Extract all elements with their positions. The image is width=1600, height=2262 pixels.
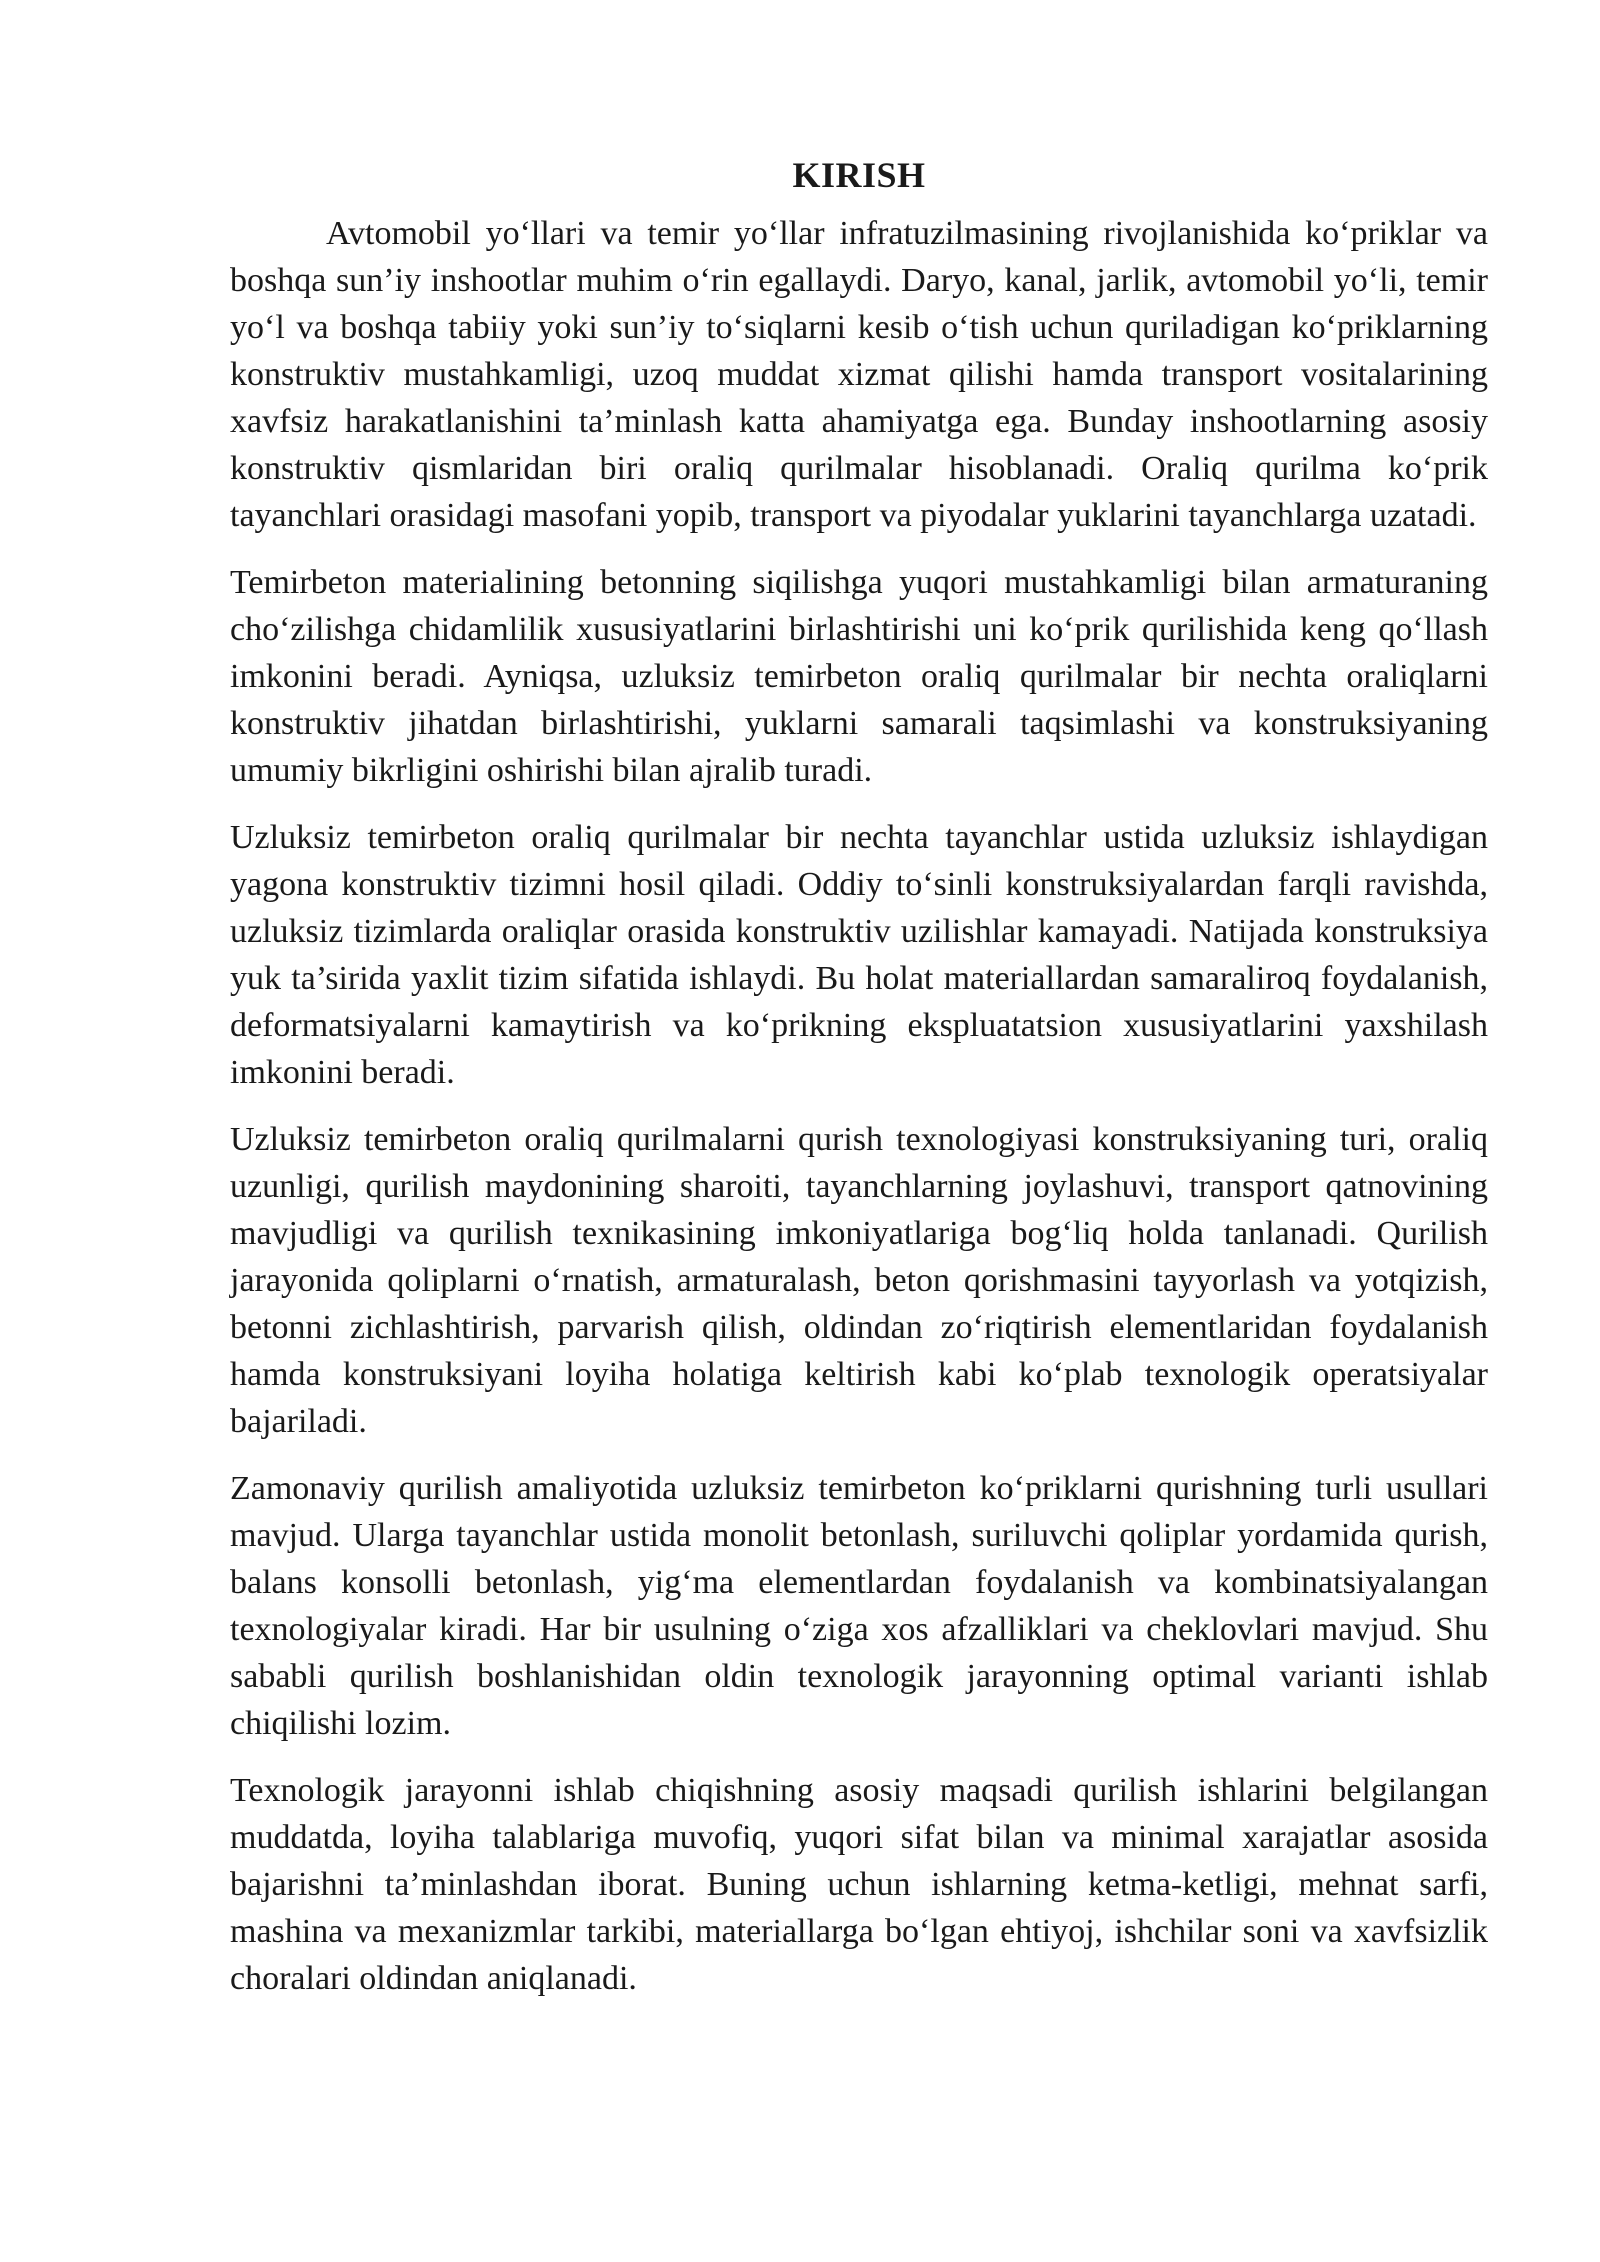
paragraph-process-goal: Texnologik jarayonni ishlab chiqishning asosiy maqsadi qurilish ishlarini belgilangan muddatda, loyiha talablariga muvofiq, yuqori sifat bilan va minimal xarajatlar asosida bajarishni ta’minlashdan iborat. Buning uchun ishlarning ketma-ketligi, mehnat sarfi, mashina va mexanizmlar tarkibi, materiallarga bo‘lgan ehtiyoj, ishchilar soni va xavfsizlik choralari oldindan aniqlanadi. — [230, 1772, 1488, 1997]
paragraph-reinforced-concrete: Temirbeton materialining betonning siqilishga yuqori mustahkamligi bilan armaturaning cho‘zilishga chidamlilik xususiyatlarini birlashtirishi uni ko‘prik qurilishida keng qo‘llash imkonini beradi. Ayniqsa, uzluksiz temirbeton oraliq qurilmalar bir nechta oraliqlarni konstruktiv jihatdan birlashtirishi, yuklarni samarali taqsimlashi va konstruksiyaning umumiy bikrligini oshirishi bilan ajralib turadi. — [230, 564, 1488, 789]
paragraph-construction-technology: Uzluksiz temirbeton oraliq qurilmalarni qurish texnologiyasi konstruksiyaning turi, oraliq uzunligi, qurilish maydonining sharoiti, tayanchlarning joylashuvi, transport qatnovining mavjudligi va qurilish texnikasining imkoniyatlariga bog‘liq holda tanlanadi. Qurilish jarayonida qoliplarni o‘rnatish, armaturalash, beton qorishmasini tayyorlash va yotqizish, betonni zichlashtirish, parvarish qilish, oldindan zo‘riqtirish elementlaridan foydalanish hamda konstruksiyani loyiha holatiga keltirish kabi ko‘plab texnologik operatsiyalar bajariladi. — [230, 1121, 1488, 1440]
page-title: KIRISH — [792, 155, 926, 195]
paragraph-construction-methods: Zamonaviy qurilish amaliyotida uzluksiz temirbeton ko‘priklarni qurishning turli usullari mavjud. Ularga tayanchlar ustida monolit betonlash, suriluvchi qoliplar yordamida qurish, balans konsolli betonlash, yig‘ma elementlardan foydalanish va kombinatsiyalangan texnologiyalar kiradi. Har bir usulning o‘ziga xos afzalliklari va cheklovlari mavjud. Shu sababli qurilish boshlanishidan oldin texnologik jarayonning optimal varianti ishlab chiqilishi lozim. — [230, 1470, 1488, 1742]
paragraph-continuous-system: Uzluksiz temirbeton oraliq qurilmalar bir nechta tayanchlar ustida uzluksiz ishlaydigan yagona konstruktiv tizimni hosil qiladi. Oddiy to‘sinli konstruksiyalardan farqli ravishda, uzluksiz tizimlarda oraliqlar orasida konstruktiv uzilishlar kamayadi. Natijada konstruksiya yuk ta’sirida yaxlit tizim sifatida ishlaydi. Bu holat materiallardan samaraliroq foydalanish, deformatsiyalarni kamaytirish va ko‘prikning ekspluatatsion xususiyatlarini yaxshilash imkonini beradi. — [230, 819, 1488, 1091]
paragraph-intro: Avtomobil yo‘llari va temir yo‘llar infratuzilmasining rivojlanishida ko‘priklar va boshqa sun’iy inshootlar muhim o‘rin egallaydi. Daryo, kanal, jarlik, avtomobil yo‘li, temir yo‘l va boshqa tabiiy yoki sun’iy to‘siqlarni kesib o‘tish uchun quriladigan ko‘priklarning konstruktiv mustahkamligi, uzoq muddat xizmat qilishi hamda transport vositalarining xavfsiz harakatlanishini ta’minlash katta ahamiyatga ega. Bunday inshootlarning asosiy konstruktiv qismlaridan biri oraliq qurilmalar hisoblanadi. Oraliq qurilma ko‘prik tayanchlari orasidagi masofani yopib, transport va piyodalar yuklarini tayanchlarga uzatadi. — [230, 215, 1488, 534]
document-body — [230, 150, 1488, 2022]
